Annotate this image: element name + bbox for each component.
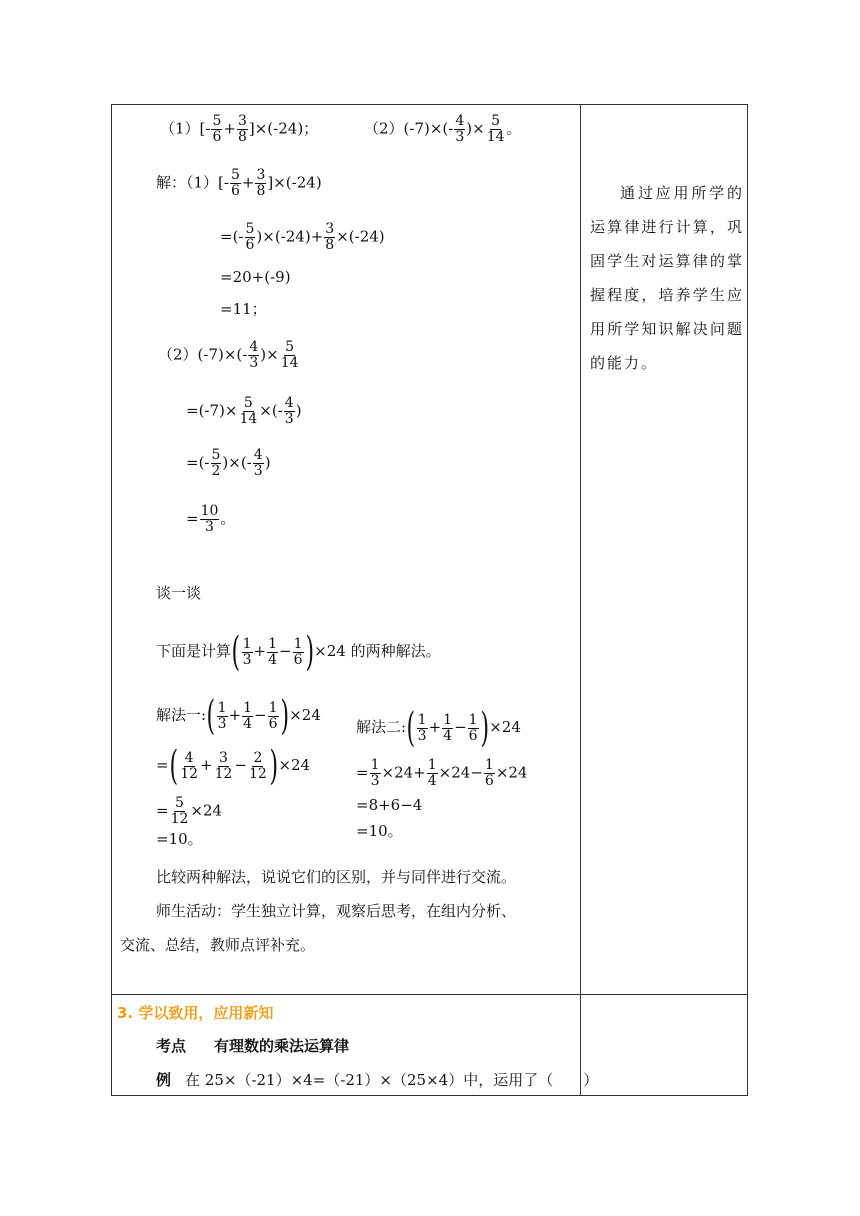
- method-1-line-4: =10。: [156, 830, 203, 848]
- method-2-line-2: = $\frac{1}{3}$ ×24+ $\frac{1}{4}$ ×24− $\frac{1}{6}$ ×24: [356, 757, 528, 789]
- activity-line-2: 交流、总结，教师点评补充。: [120, 936, 316, 954]
- method-2-line-1: 解法二:( $\frac{1}{3}$ + $\frac{1}{4}$ − $\frac{1}{6}$ )×24: [356, 705, 521, 751]
- kaodian-line: 考点 有理数的乘法运算律: [156, 1037, 350, 1055]
- column-divider: [580, 104, 581, 1096]
- solution-1-line-1: 解：（1）[- $\frac{5}{6}$ + $\frac{3}{8}$ ]×(-24): [156, 167, 322, 199]
- section-3-title: 3. 学以致用，应用新知: [117, 1004, 274, 1022]
- method-1-line-3: = $\frac{5}{12}$ ×24: [156, 795, 223, 827]
- row-divider: [111, 994, 748, 995]
- method-2-line-4: =10。: [356, 822, 403, 840]
- solution-2-line-1: （2）(-7)×(- $\frac{4}{3}$ )× $\frac{5}{14}$: [158, 339, 299, 371]
- problem-1: （1）[- $\frac{5}{6}$ + $\frac{3}{8}$ ]×(-24)；: [160, 113, 319, 145]
- method-1-line-2: =( $\frac{4}{12}$ + $\frac{3}{12}$ − $\frac{2}{12}$ )×24: [156, 743, 311, 789]
- discuss-intro: 下面是计算( $\frac{1}{3}$ + $\frac{1}{4}$ − $\frac{1}{6}$ )×24 的两种解法。: [156, 629, 441, 675]
- method-1-line-1: 解法一:( $\frac{1}{3}$ + $\frac{1}{4}$ − $\frac{1}{6}$ )×24: [156, 693, 321, 739]
- solution-2-line-2: =(-7)× $\frac{5}{14}$ ×(- $\frac{4}{3}$ ): [186, 395, 302, 427]
- method-2-line-3: =8+6−4: [356, 796, 423, 814]
- solution-1-line-4: =11；: [220, 300, 267, 318]
- compare-text: 比较两种解法，说说它们的区别，并与同伴进行交流。: [156, 868, 517, 886]
- solution-1-line-2: =(- $\frac{5}{6}$ )×(-24)+ $\frac{3}{8}$ ×(-24): [220, 221, 385, 253]
- example-line: 例 在 25×（-21）×4=（-21）×（25×4）中，运用了（ ）: [156, 1071, 599, 1089]
- solution-2-line-4: = $\frac{10}{3}$ 。: [186, 503, 236, 535]
- discuss-heading: 谈一谈: [156, 584, 202, 602]
- solution-2-line-3: =(- $\frac{5}{2}$ )×(- $\frac{4}{3}$ ): [186, 447, 271, 479]
- problem-2: （2）(-7)×(- $\frac{4}{3}$ )× $\frac{5}{14}$ 。: [364, 113, 522, 145]
- activity-line-1: 师生活动：学生独立计算，观察后思考，在组内分析、: [156, 902, 517, 920]
- solution-1-line-3: =20+(-9): [220, 268, 291, 286]
- design-intent-note: 通过应用所学的运算律进行计算，巩固学生对运算律的掌握程度，培养学生应用所学知识解决问题的能力。: [590, 184, 744, 372]
